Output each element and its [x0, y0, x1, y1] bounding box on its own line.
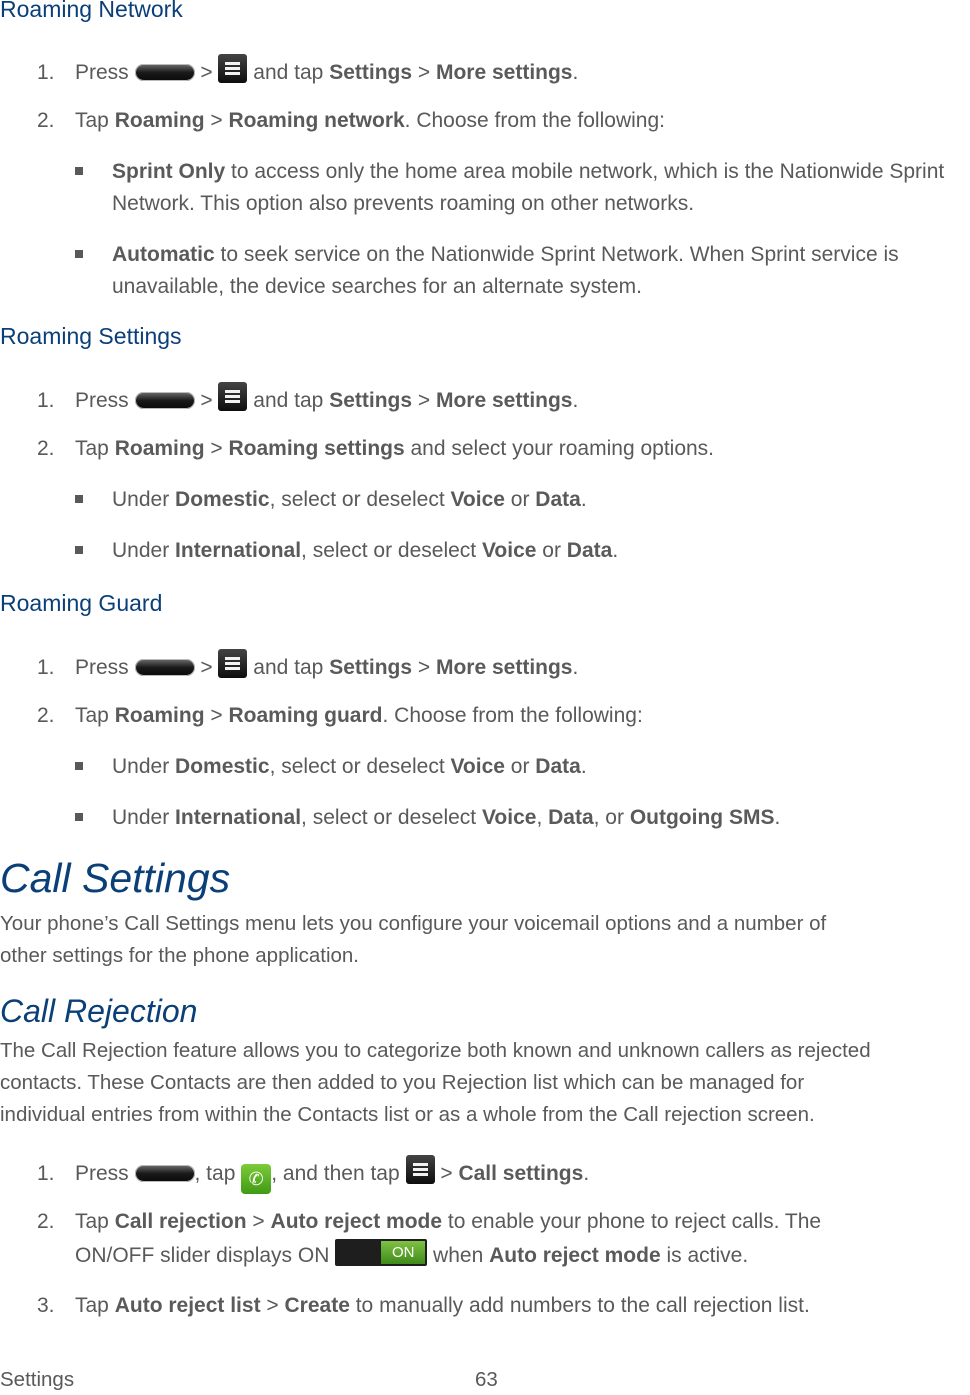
- call-rejection-step-1: 1. Press , tap ✆ , and then tap > Call settings.: [37, 1155, 589, 1194]
- menu-key-icon: [218, 54, 247, 83]
- call-rejection-step-2-line-2: ON/OFF slider displays ON ON when Auto reject mode is active.: [75, 1239, 748, 1272]
- section-heading: Roaming Network: [0, 0, 183, 22]
- list-item: Under International, select or deselect Voice or Data.: [75, 535, 970, 567]
- list-item: Under Domestic, select or deselect Voice or Data.: [75, 751, 970, 783]
- roaming-guard-step-2: 2. Tap Roaming > Roaming guard. Choose from the following:: [37, 704, 643, 727]
- list-item: Under Domestic, select or deselect Voice or Data.: [75, 484, 970, 516]
- bullet-icon: [75, 250, 83, 258]
- section-roaming-settings: [0, 323, 182, 350]
- page-title: Call Settings: [0, 855, 231, 901]
- page-number: 63: [475, 1368, 498, 1391]
- bullet-icon: [75, 813, 83, 821]
- roaming-settings-step-1: 1. Press > and tap Settings > More settings.: [37, 382, 578, 417]
- call-rejection-intro: The Call Rejection feature allows you to categorize both known and unknown callers as rejected contacts. These Contacts are then added to you Rejection list which can be managed for individual entries from within the Contacts list or as a whole from the Call rejection screen.: [0, 1039, 871, 1126]
- roaming-settings-step-2: 2. Tap Roaming > Roaming settings and select your roaming options.: [37, 437, 715, 460]
- roaming-guard-step-1: 1. Press > and tap Settings > More settings.: [37, 649, 578, 684]
- bullet-icon: [75, 546, 83, 554]
- section-heading: Roaming Settings: [0, 323, 182, 349]
- list-item: Automatic to seek service on the Nationwide Sprint Network. When Sprint service is unavailable, the device searches for an alternate system.: [75, 239, 970, 303]
- section-roaming-network: [0, 0, 183, 23]
- call-rejection-step-3: 3. Tap Auto reject list > Create to manually add numbers to the call rejection list.: [37, 1294, 810, 1317]
- list-item: Under International, select or deselect Voice, Data, or Outgoing SMS.: [75, 802, 970, 834]
- section-call-settings: [0, 855, 230, 902]
- menu-key-icon: [218, 649, 247, 678]
- section-call-rejection: [0, 993, 197, 1030]
- home-key-icon: [135, 392, 195, 409]
- roaming-network-step-2: 2. Tap Roaming > Roaming network. Choose from the following:: [37, 109, 665, 132]
- call-rejection-step-2: 2. Tap Call rejection > Auto reject mode to enable your phone to reject calls. The: [37, 1210, 822, 1233]
- section-heading: Call Rejection: [0, 993, 198, 1029]
- roaming-network-step-1: 1. Press > and tap Settings > More settings.: [37, 54, 578, 89]
- call-settings-intro: Your phone’s Call Settings menu lets you configure your voicemail options and a number of other settings for the phone application.: [0, 912, 827, 967]
- section-roaming-guard: [0, 590, 162, 617]
- menu-key-icon: [218, 382, 247, 411]
- home-key-icon: [135, 659, 195, 676]
- home-key-icon: [135, 1165, 195, 1182]
- phone-app-icon: ✆: [241, 1164, 271, 1194]
- on-slider-icon: ON: [335, 1239, 427, 1266]
- bullet-icon: [75, 762, 83, 770]
- section-heading: Roaming Guard: [0, 590, 163, 616]
- bullet-icon: [75, 167, 83, 175]
- list-item: Sprint Only to access only the home area mobile network, which is the Nationwide Sprint Network. This option also prevents roaming on other networks.: [75, 156, 970, 220]
- footer-section-label: Settings: [0, 1368, 75, 1391]
- menu-key-icon: [406, 1155, 435, 1184]
- home-key-icon: [135, 64, 195, 81]
- bullet-icon: [75, 495, 83, 503]
